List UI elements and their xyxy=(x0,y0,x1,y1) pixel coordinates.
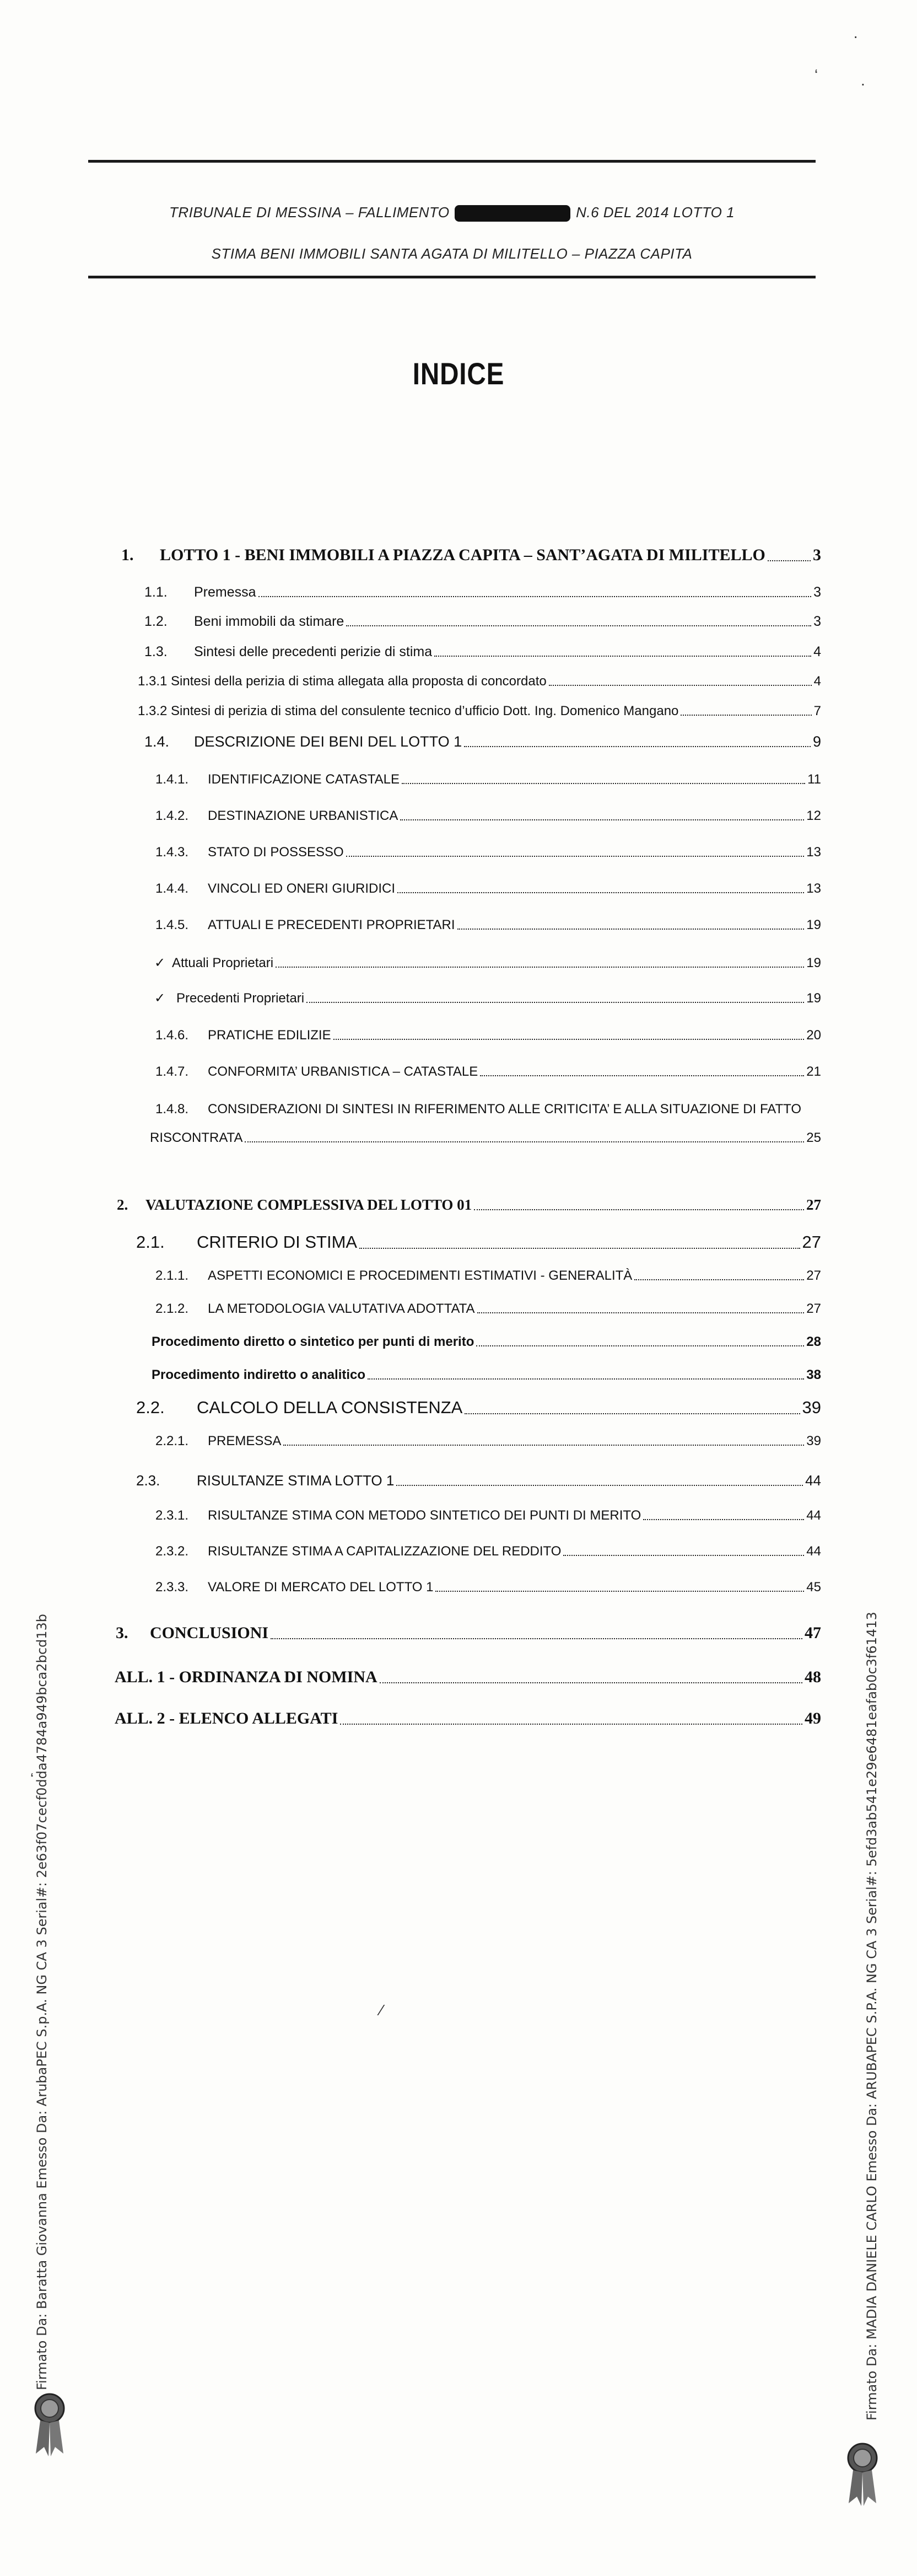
toc-leader-dots xyxy=(464,746,811,747)
signature-left: Firmato Da: Baratta Giovanna Emesso Da: ArubaPEC S.p.A. NG CA 3 Serial#: 2e63f07cecf0dda4784a949bca2bcd13b xyxy=(34,1613,50,2390)
toc-page-number: 45 xyxy=(806,1580,821,1595)
toc-entry-title: PRATICHE EDILIZIE xyxy=(208,1028,331,1043)
toc-page-number: 25 xyxy=(806,1130,821,1145)
toc-leader-dots xyxy=(397,892,804,893)
toc-entry-number: 1.4.8. xyxy=(155,1102,189,1117)
toc-entry-number: 3. xyxy=(116,1624,128,1642)
toc-entry-title: VALUTAZIONE COMPLESSIVA DEL LOTTO 01 xyxy=(145,1196,472,1213)
toc-entry[interactable] xyxy=(152,1367,821,1383)
toc-leader-dots xyxy=(634,1279,804,1280)
toc-entry-title: ALL. 2 - ELENCO ALLEGATI xyxy=(115,1709,338,1727)
toc-leader-dots xyxy=(477,1312,805,1313)
toc-leader-dots xyxy=(346,625,811,626)
toc-page-number: 19 xyxy=(806,991,821,1006)
toc-entry-number: 2.3. xyxy=(136,1472,160,1489)
toc-entry-number: 1. xyxy=(121,546,134,564)
toc-entry-number: 1.4.4. xyxy=(155,881,189,896)
toc-page-number: 39 xyxy=(806,1434,821,1448)
toc-leader-dots xyxy=(333,1039,805,1040)
toc-entry[interactable] xyxy=(155,917,821,933)
toc-entry-title: DESCRIZIONE DEI BENI DEL LOTTO 1 xyxy=(194,733,462,750)
toc-leader-dots xyxy=(400,819,804,820)
toc-entry-title: Beni immobili da stimare xyxy=(194,614,344,629)
toc-entry-number: 1.2. xyxy=(144,614,168,629)
toc-entry[interactable] xyxy=(115,1709,821,1728)
toc-entry-title: VALORE DI MERCATO DEL LOTTO 1 xyxy=(208,1580,434,1595)
toc-entry-number: 1.3.2 xyxy=(138,704,168,718)
toc-page-number: 38 xyxy=(806,1367,821,1382)
toc-leader-dots xyxy=(258,596,812,597)
toc-page-number: 7 xyxy=(813,704,821,718)
toc-page-number: 27 xyxy=(806,1196,821,1213)
page-title: INDICE xyxy=(412,356,505,391)
toc-page-number: 47 xyxy=(805,1624,821,1642)
toc-page-number: 44 xyxy=(806,1544,821,1559)
toc-leader-dots xyxy=(346,856,805,857)
toc-entry-title: RISULTANZE STIMA CON METODO SINTETICO DEI PUNTI DI MERITO xyxy=(208,1508,641,1523)
toc-page-number: 11 xyxy=(807,772,821,787)
toc-entry-title: RISCONTRATA xyxy=(150,1130,243,1145)
toc-entry[interactable] xyxy=(121,546,821,565)
toc-leader-dots xyxy=(474,1209,804,1210)
toc-entry-title: Procedimento diretto o sintetico per punti di merito xyxy=(152,1334,474,1349)
toc-page-number: 27 xyxy=(806,1301,821,1316)
toc-leader-dots xyxy=(476,1345,804,1346)
toc-page-number: 4 xyxy=(813,644,821,659)
toc-entry-title: STATO DI POSSESSO xyxy=(208,845,344,860)
toc-entry[interactable] xyxy=(155,1434,821,1449)
scan-speck: . xyxy=(861,72,865,89)
toc-entry-title: CRITERIO DI STIMA xyxy=(197,1232,358,1252)
toc-entry[interactable] xyxy=(155,1268,821,1284)
toc-entry[interactable] xyxy=(152,1334,821,1350)
toc-page-number: 44 xyxy=(805,1472,821,1489)
scan-speck: ‘ xyxy=(814,66,818,83)
toc-entry-number: 2.1. xyxy=(136,1232,165,1252)
toc-page-number: 4 xyxy=(813,674,821,689)
toc-entry-title: Sintesi della perizia di stima allegata alla proposta di concordato xyxy=(171,674,547,689)
toc-leader-dots xyxy=(368,1378,804,1380)
toc-leader-dots xyxy=(359,1248,800,1249)
toc-entry[interactable] xyxy=(144,644,821,660)
toc-entry-title: Procedimento indiretto o analitico xyxy=(152,1367,366,1382)
toc-entry[interactable] xyxy=(144,614,821,630)
toc-leader-dots xyxy=(465,1413,800,1414)
toc-entry[interactable] xyxy=(155,1301,821,1317)
toc-entry[interactable] xyxy=(155,808,821,824)
digital-seal-icon xyxy=(30,2387,69,2459)
toc-page-number: 48 xyxy=(805,1668,821,1686)
toc-entry-number: 1.3. xyxy=(144,644,168,659)
toc-leader-dots xyxy=(306,1002,804,1003)
toc-leader-dots xyxy=(549,685,812,686)
header-case-text: N.6 DEL 2014 LOTTO 1 xyxy=(576,204,735,221)
toc-entry[interactable] xyxy=(117,1196,821,1214)
toc-entry-number: 1.4.5. xyxy=(155,917,189,932)
toc-page-number: 13 xyxy=(806,881,821,896)
toc-page-number: 44 xyxy=(806,1508,821,1523)
toc-entry-title: VINCOLI ED ONERI GIURIDICI xyxy=(208,881,396,896)
scan-speck: ⁄ xyxy=(380,2001,383,2019)
scan-speck: · xyxy=(853,28,859,45)
toc-entry-title: DESTINAZIONE URBANISTICA xyxy=(208,808,398,823)
toc-entry-number: 2. xyxy=(117,1196,128,1213)
toc-entry-number: 2.3.2. xyxy=(155,1544,189,1559)
toc-leader-dots xyxy=(768,560,811,561)
toc-leader-dots xyxy=(396,1485,803,1486)
toc-entry-title: RISULTANZE STIMA A CAPITALIZZAZIONE DEL REDDITO xyxy=(208,1544,562,1559)
toc-entry-title: IDENTIFICAZIONE CATASTALE xyxy=(208,772,400,787)
toc-entry[interactable] xyxy=(155,1028,821,1043)
toc-leader-dots xyxy=(643,1519,804,1520)
toc-entry-title: RISULTANZE STIMA LOTTO 1 xyxy=(197,1472,395,1489)
toc-entry-number: 1.1. xyxy=(144,584,168,600)
toc-entry[interactable] xyxy=(144,733,821,750)
toc-entry-number: 2.1.2. xyxy=(155,1301,189,1316)
toc-page-number: 12 xyxy=(806,808,821,823)
toc-entry-number: 1.4.3. xyxy=(155,845,189,860)
toc-entry[interactable] xyxy=(136,1472,821,1489)
toc-page-number: 9 xyxy=(812,733,821,750)
toc-page-number: 49 xyxy=(805,1709,821,1727)
toc-entry-title: Attuali Proprietari xyxy=(172,956,274,970)
toc-leader-dots xyxy=(457,929,805,930)
toc-entry-number: 2.2.1. xyxy=(155,1434,189,1448)
toc-entry-number: 1.4. xyxy=(144,733,170,750)
toc-entry-continuation[interactable] xyxy=(150,1130,821,1146)
toc-entry-title: Precedenti Proprietari xyxy=(176,991,305,1006)
toc-entry[interactable] xyxy=(155,1580,821,1595)
toc-leader-dots xyxy=(283,1445,804,1446)
toc-page-number: 19 xyxy=(806,917,821,932)
toc-entry[interactable] xyxy=(155,881,821,897)
toc-page-number: 28 xyxy=(806,1334,821,1349)
toc-page-number: 3 xyxy=(813,614,821,629)
toc-page-number: 27 xyxy=(802,1232,821,1252)
toc-page-number: 39 xyxy=(802,1398,821,1417)
toc-leader-dots xyxy=(563,1555,804,1556)
toc-entry-title: ATTUALI E PRECEDENTI PROPRIETARI xyxy=(208,917,455,932)
toc-page-number: 19 xyxy=(806,956,821,970)
header-line-2: STIMA BENI IMMOBILI SANTA AGATA DI MILITELLO – PIAZZA CAPITA xyxy=(211,245,693,262)
toc-entry-number: 1.4.6. xyxy=(155,1028,189,1043)
toc-entry-title: CONFORMITA’ URBANISTICA – CATASTALE xyxy=(208,1064,478,1079)
toc-entry[interactable] xyxy=(138,704,821,719)
toc-entry[interactable] xyxy=(154,990,821,1006)
toc-entry-title: CONCLUSIONI xyxy=(150,1624,269,1642)
signature-right: Firmato Da: MADIA DANIELE CARLO Emesso Da: ARUBAPEC S.P.A. NG CA 3 Serial#: 5efd3ab541e29e6481eafab0c3f61413 xyxy=(864,1612,880,2421)
toc-leader-dots xyxy=(276,967,804,968)
toc-entry-title: LOTTO 1 - BENI IMMOBILI A PIAZZA CAPITA – SANT’AGATA DI MILITELLO xyxy=(160,546,765,564)
toc-entry[interactable] xyxy=(136,1232,821,1252)
toc-leader-dots xyxy=(435,1591,804,1592)
toc-entry[interactable] xyxy=(155,1508,821,1523)
toc-entry-title: ALL. 1 - ORDINANZA DI NOMINA xyxy=(115,1668,377,1686)
toc-page-number: 20 xyxy=(806,1028,821,1043)
toc-leader-dots xyxy=(245,1141,804,1142)
toc-entry[interactable] xyxy=(138,674,821,689)
toc-page-number: 3 xyxy=(813,584,821,600)
toc-leader-dots xyxy=(402,783,805,784)
toc-entry-number: 1.4.7. xyxy=(155,1064,189,1079)
toc-entry-title: Premessa xyxy=(194,584,256,600)
toc-entry-title: CONSIDERAZIONI DI SINTESI IN RIFERIMENTO ALLE CRITICITA’ E ALLA SITUAZIONE DI FATTO xyxy=(208,1102,802,1117)
toc-entry[interactable] xyxy=(116,1624,821,1643)
toc-entry-title: LA METODOLOGIA VALUTATIVA ADOTTATA xyxy=(208,1301,475,1316)
digital-seal-icon xyxy=(843,2437,882,2509)
toc-entry-number: 1.3.1 xyxy=(138,674,168,689)
toc-entry-title: ASPETTI ECONOMICI E PROCEDIMENTI ESTIMATIVI - GENERALITÀ xyxy=(208,1268,633,1283)
toc-page-number: 21 xyxy=(806,1064,821,1079)
toc-entry-title: Sintesi di perizia di stima del consulente tecnico d’ufficio Dott. Ing. Domenico Mangano xyxy=(171,704,679,718)
toc-entry-number: 2.3.1. xyxy=(155,1508,189,1523)
toc-leader-dots xyxy=(380,1682,802,1683)
toc-entry-number: 2.1.1. xyxy=(155,1268,189,1283)
toc-page-number: 3 xyxy=(813,546,821,564)
toc-entry[interactable] xyxy=(136,1398,821,1418)
toc-entry[interactable] xyxy=(115,1668,821,1687)
toc-entry-number: 2.2. xyxy=(136,1398,165,1417)
toc-entry[interactable] xyxy=(154,955,821,971)
toc-entry[interactable] xyxy=(155,1544,821,1559)
toc-leader-dots xyxy=(340,1724,802,1725)
toc-entry-title: PREMESSA xyxy=(208,1434,282,1448)
toc-entry[interactable] xyxy=(155,772,821,787)
toc-entry[interactable] xyxy=(144,584,821,600)
toc-leader-dots xyxy=(681,715,811,716)
toc-leader-dots xyxy=(480,1075,804,1076)
toc-entry-number: 1.4.1. xyxy=(155,772,189,787)
toc-leader-dots xyxy=(271,1638,802,1639)
toc-leader-dots xyxy=(434,656,811,657)
toc-entry-number: ✓ xyxy=(154,956,166,970)
toc-entry-number: 1.4.2. xyxy=(155,808,189,823)
toc-entry-number: 2.3.3. xyxy=(155,1580,189,1595)
toc-entry-number: ✓ xyxy=(154,991,166,1006)
toc-entry-title: Sintesi delle precedenti perizie di stima xyxy=(194,644,433,659)
toc-entry[interactable] xyxy=(155,845,821,860)
toc-page-number: 27 xyxy=(806,1268,821,1283)
header-court-text: TRIBUNALE DI MESSINA – FALLIMENTO xyxy=(169,204,450,221)
toc-entry-title: CALCOLO DELLA CONSISTENZA xyxy=(197,1398,463,1417)
toc-entry[interactable] xyxy=(155,1102,821,1117)
scan-speck: ‘ xyxy=(30,1770,34,1787)
toc-entry[interactable] xyxy=(155,1064,821,1080)
toc-page-number: 13 xyxy=(806,845,821,860)
